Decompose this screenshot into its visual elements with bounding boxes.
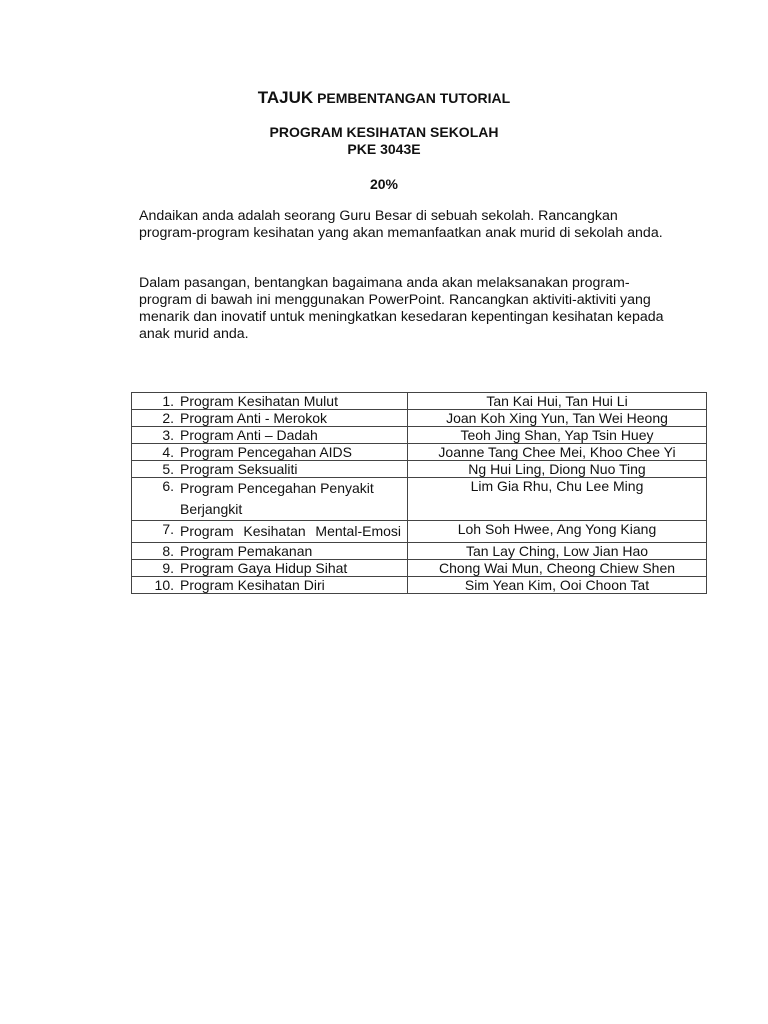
program-cell <box>132 521 408 543</box>
row-number: 5. <box>162 461 174 477</box>
table-row <box>132 427 707 444</box>
members-cell: Joan Koh Xing Yun, Tan Wei Heong <box>408 410 707 427</box>
table-row <box>132 521 707 543</box>
table-row <box>132 543 707 560</box>
program-name: Program Pencegahan AIDS <box>180 444 352 460</box>
table-row <box>132 444 707 461</box>
course-code: PKE 3043E <box>347 141 421 157</box>
program-name: Program Pemakanan <box>180 543 313 559</box>
program-name: Program Pencegahan Penyakit Berjangkit <box>180 480 374 517</box>
row-number: 2. <box>162 410 174 426</box>
table-row <box>132 560 707 577</box>
program-cell <box>132 444 408 461</box>
document-subtitle: PROGRAM KESIHATAN SEKOLAH <box>269 124 499 140</box>
table-row <box>132 577 707 594</box>
program-cell <box>132 427 408 444</box>
program-cell <box>132 393 408 410</box>
program-assignment-table <box>131 392 707 594</box>
row-number: 3. <box>162 427 174 443</box>
row-number: 9. <box>162 560 174 576</box>
title-rest: PEMBENTANGAN TUTORIAL <box>313 90 511 106</box>
table-row <box>132 478 707 521</box>
table-row <box>132 393 707 410</box>
program-name: Program Seksualiti <box>180 461 298 477</box>
members-cell: Tan Lay Ching, Low Jian Hao <box>408 543 707 560</box>
program-name: Program Gaya Hidup Sihat <box>180 560 348 576</box>
row-number: 8. <box>162 543 174 559</box>
program-name: Program Anti - Merokok <box>180 410 328 426</box>
intro-paragraph: Andaikan anda adalah seorang Guru Besar di sebuah sekolah. Rancangkan program-program kesihatan yang akan memanfaatkan anak murid di sekolah anda. <box>139 208 663 241</box>
table-row <box>132 461 707 478</box>
row-number: 4. <box>162 444 174 460</box>
members-cell: Lim Gia Rhu, Chu Lee Ming <box>408 478 707 521</box>
row-number: 1. <box>162 393 174 409</box>
weight-percentage: 20% <box>369 176 399 192</box>
table-row <box>132 410 707 427</box>
program-cell <box>132 410 408 427</box>
program-name: Program Kesihatan Mental-Emosi <box>180 523 401 539</box>
program-cell <box>132 560 408 577</box>
program-cell <box>132 478 408 521</box>
members-cell: Joanne Tang Chee Mei, Khoo Chee Yi <box>408 444 707 461</box>
title-emphasis: TAJUK <box>257 88 314 107</box>
members-cell: Teoh Jing Shan, Yap Tsin Huey <box>408 427 707 444</box>
members-cell: Sim Yean Kim, Ooi Choon Tat <box>408 577 707 594</box>
members-cell: Ng Hui Ling, Diong Nuo Ting <box>408 461 707 478</box>
members-cell: Loh Soh Hwee, Ang Yong Kiang <box>408 521 707 543</box>
program-cell <box>132 577 408 594</box>
row-number: 10. <box>154 577 174 593</box>
program-name: Program Kesihatan Mulut <box>180 393 338 409</box>
row-number: 7. <box>162 521 174 537</box>
row-number: 6. <box>162 478 174 494</box>
document-title <box>0 88 768 108</box>
members-cell: Tan Kai Hui, Tan Hui Li <box>408 393 707 410</box>
program-name: Program Kesihatan Diri <box>180 577 325 593</box>
instructions-paragraph: Dalam pasangan, bentangkan bagaimana anda akan melaksanakan program-program di bawah ini menggunakan PowerPoint. Rancangkan aktiviti-aktiviti yang menarik dan inovatif untuk meningkatkan kesedaran kepentingan kesihatan kepada anak murid anda. <box>139 275 664 342</box>
program-name: Program Anti – Dadah <box>180 427 318 443</box>
members-cell: Chong Wai Mun, Cheong Chiew Shen <box>408 560 707 577</box>
program-cell <box>132 543 408 560</box>
program-cell <box>132 461 408 478</box>
